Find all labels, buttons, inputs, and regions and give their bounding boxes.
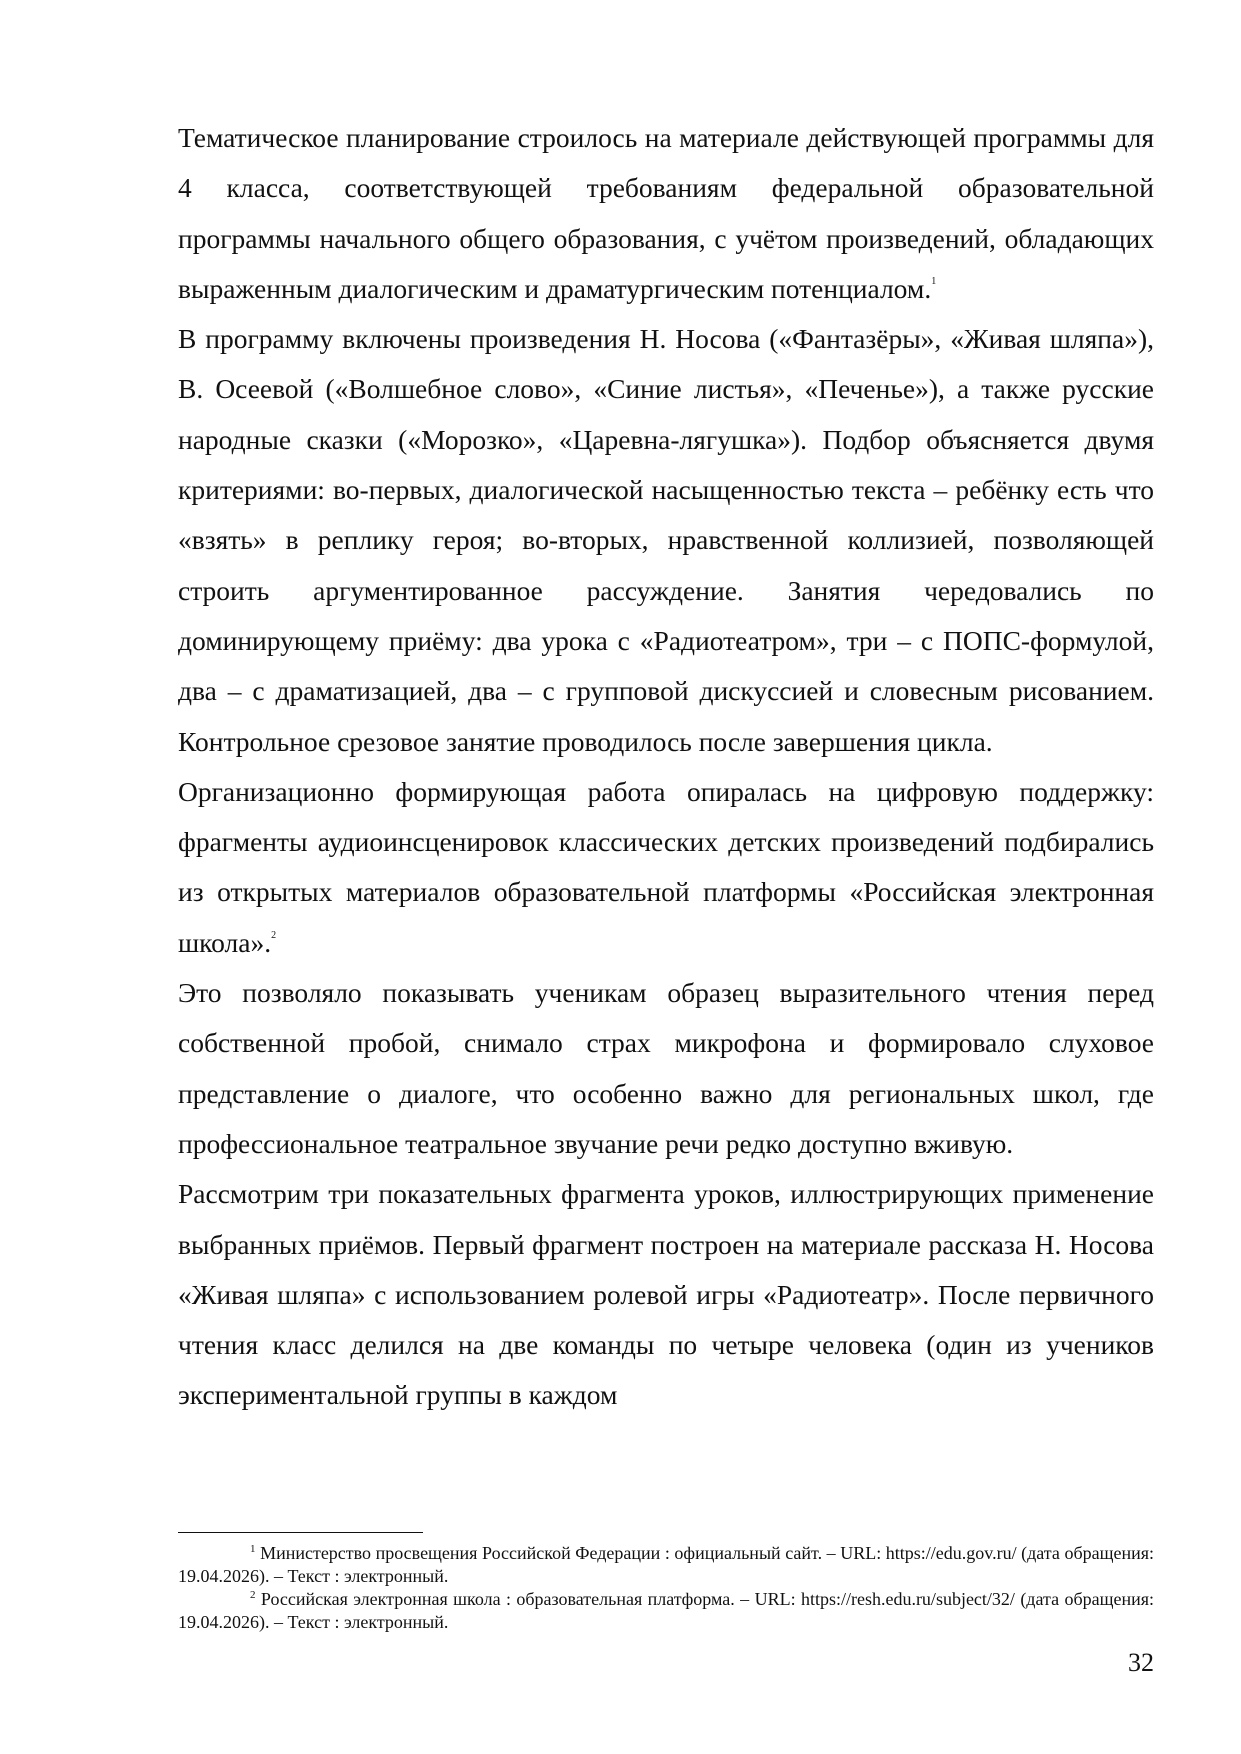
paragraph-2-text: В программу включены произведения Н. Носова («Фантазёры», «Живая шляпа»), В. Осеевой («Волшебное слово», «Синие листья», «Печенье»), а также русские народные сказки («Морозко», «Царевна-лягушка»). Подбор объясняется двумя критериями: во-первых, диалогической насыщенностью текста – ребёнку есть что «взять» в реплику героя; во-вторых, нравственной коллизией, позволяющей строить аргументированное рассуждение. Занятия чередовались по доминирующему приёму: два урока с «Радиотеатром», три – с ПОПС-формулой, два – с драматизацией, два – с групповой дискуссией и словесным рисованием. Контрольное срезовое занятие проводилось после завершения цикла. xyxy=(178,323,1154,757)
paragraph-5-text: Рассмотрим три показательных фрагмента уроков, иллюстрирующих применение выбранных приёмов. Первый фрагмент построен на материале рассказа Н. Носова «Живая шляпа» с использованием ролевой игры «Радиотеатр». После первичного чтения класс делился на две команды по четыре человека (один из учеников экспериментальной группы в каждом xyxy=(178,1178,1154,1411)
footnote-separator xyxy=(178,1532,423,1533)
footnote-ref-2[interactable]: 2 xyxy=(271,929,277,941)
paragraph-4 xyxy=(178,968,1154,1169)
footnote-1 xyxy=(178,1542,1154,1588)
footnote-2-text: Российская электронная школа : образовательная платформа. – URL: https://resh.edu.ru/subject/32/ (дата обращения: 19.04.2026). – Текст : электронный. xyxy=(178,1589,1154,1632)
paragraph-1-text: Тематическое планирование строилось на материале действующей программы для 4 класса, соответствующей требованиям федеральной образовательной программы начального общего образования, с учётом произведений, обладающих выраженным диалогическим и драматургическим потенциалом. xyxy=(178,122,1154,304)
paragraph-1 xyxy=(178,113,1154,314)
footnote-1-text: Министерство просвещения Российской Федерации : официальный сайт. – URL: https://edu.gov.ru/ (дата обращения: 19.04.2026). – Текст : электронный. xyxy=(178,1543,1154,1586)
footnote-1-mark: 1 xyxy=(250,1543,256,1555)
paragraph-3-text: Организационно формирующая работа опиралась на цифровую поддержку: фрагменты аудиоинсценировок классических детских произведений подбирались из открытых материалов образовательной платформы «Российская электронная школа». xyxy=(178,775,1154,958)
paragraph-3 xyxy=(178,767,1154,968)
footnotes xyxy=(178,1542,1154,1634)
paragraph-2 xyxy=(178,314,1154,767)
footnote-ref-1[interactable]: 1 xyxy=(931,275,937,287)
footnote-2 xyxy=(178,1588,1154,1634)
footnote-2-mark: 2 xyxy=(250,1589,256,1601)
body-text xyxy=(178,113,1154,1421)
paragraph-4-text: Это позволяло показывать ученикам образец выразительного чтения перед собственной пробой, снимало страх микрофона и формировало слуховое представление о диалоге, что особенно важно для региональных школ, где профессиональное театральное звучание речи редко доступно вживую. xyxy=(178,977,1154,1159)
paragraph-5 xyxy=(178,1169,1154,1420)
page-number: 32 xyxy=(1128,1648,1154,1677)
